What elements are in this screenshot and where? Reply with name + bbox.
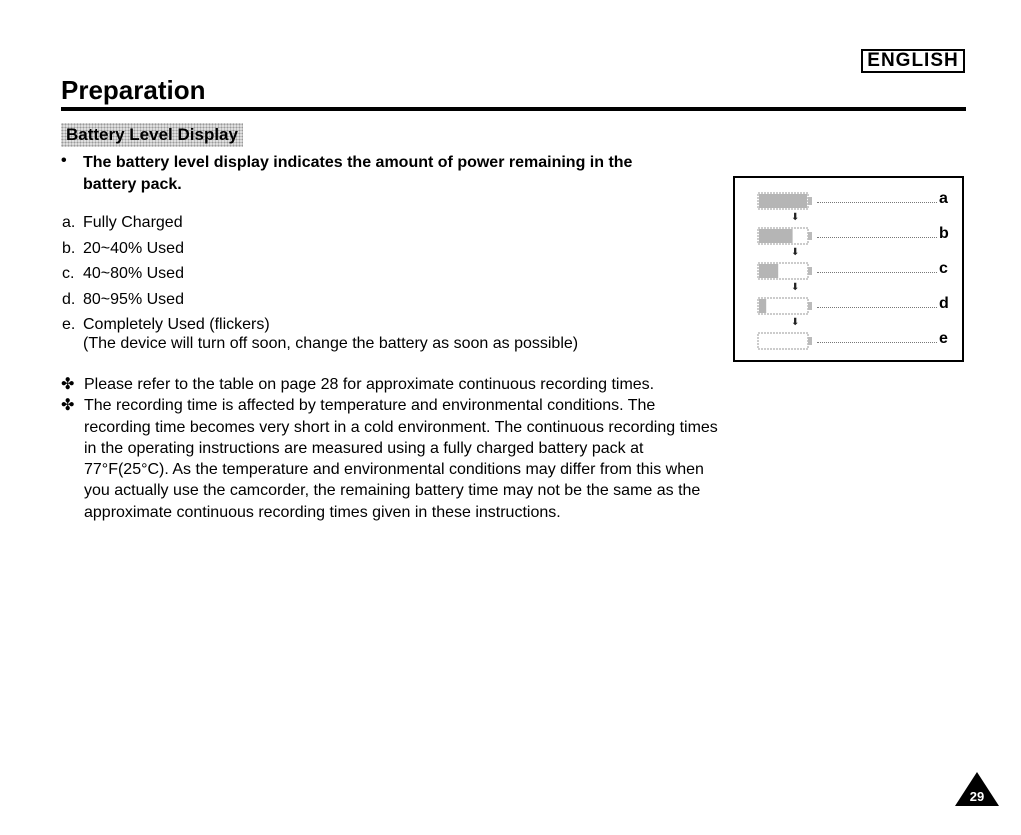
down-arrow-icon: ⬇ (791, 247, 800, 258)
leader-line (817, 272, 937, 273)
state-letter: d. (62, 290, 76, 308)
diagram-label: d (939, 295, 949, 312)
note-text: The recording time is affected by temperature and environmental conditions. The recording time becomes very short in a cold environment. The continuous recording times in the operating instructions are measured using a fully charged battery pack at 77°F(25°C). As the temperature and environmental conditions may differ from this when you actually use the camcorder, the remaining battery time may not be the same as the approximate continuous recording times given in these instructions. (84, 397, 718, 521)
diagram-label: b (939, 225, 949, 242)
down-arrow-icon: ⬇ (791, 212, 800, 223)
battery-row (757, 192, 957, 210)
battery-row (757, 297, 957, 315)
page-number: 29 (969, 789, 985, 804)
diagram-label: e (939, 330, 948, 347)
state-letter: a. (62, 214, 76, 231)
state-text: Fully Charged (83, 214, 183, 231)
state-e-note: (The device will turn off soon, change the battery as soon as possible) (83, 335, 579, 352)
state-text: 20~40% Used (83, 239, 184, 257)
page-title: Preparation (61, 75, 206, 105)
bullet-icon: • (61, 152, 67, 169)
page-number-badge (954, 771, 1000, 807)
note-item (61, 374, 721, 395)
battery-icon (757, 297, 813, 315)
state-letter: c. (62, 265, 75, 282)
leader-line (817, 342, 937, 343)
down-arrow-icon: ⬇ (791, 282, 800, 293)
state-text: 80~95% Used (83, 290, 184, 308)
state-text: Completely Used (flickers) (83, 316, 270, 333)
battery-state-item (62, 312, 270, 338)
battery-icon (757, 192, 813, 210)
battery-row (757, 332, 957, 350)
state-letter: e. (62, 316, 76, 333)
intro-text: The battery level display indicates the amount of power remaining in the battery pack. (83, 154, 633, 193)
battery-row (757, 227, 957, 245)
leader-line (817, 307, 937, 308)
notes-list (61, 374, 721, 523)
note-text: Please refer to the table on page 28 for approximate continuous recording times. (84, 376, 655, 393)
battery-state-item (62, 236, 270, 262)
battery-icon (757, 262, 813, 280)
battery-state-item (62, 210, 270, 236)
battery-level-diagram (733, 176, 964, 362)
state-text: 40~80% Used (83, 265, 184, 282)
note-item (61, 395, 721, 523)
section-heading: Battery Level Display (61, 123, 243, 147)
note-mark-icon: ✤ (61, 376, 75, 393)
leader-line (817, 202, 937, 203)
diagram-label: a (939, 190, 948, 207)
state-letter: b. (62, 239, 76, 257)
battery-state-list (62, 210, 270, 338)
battery-icon (757, 227, 813, 245)
battery-row (757, 262, 957, 280)
language-badge: ENGLISH (861, 49, 965, 73)
battery-icon (757, 332, 813, 350)
leader-line (817, 237, 937, 238)
down-arrow-icon: ⬇ (791, 317, 800, 328)
title-rule (61, 107, 966, 111)
battery-state-item (62, 287, 270, 313)
battery-state-item (62, 261, 270, 287)
note-mark-icon: ✤ (61, 397, 75, 415)
diagram-label: c (939, 260, 948, 277)
